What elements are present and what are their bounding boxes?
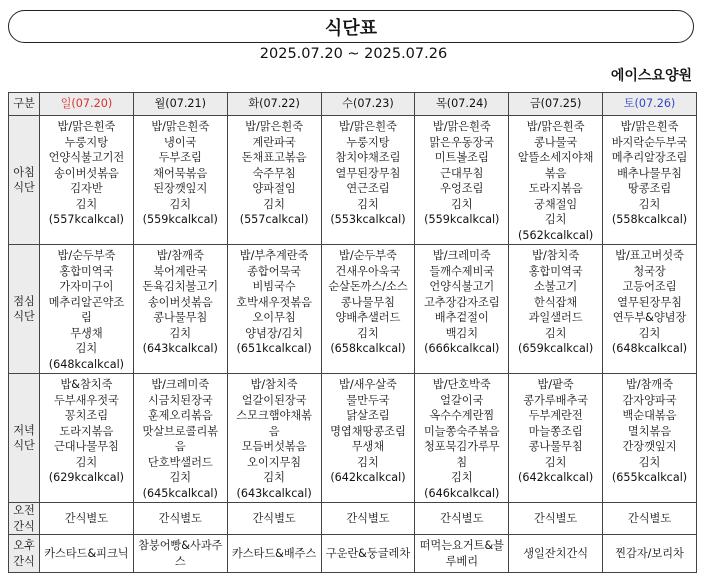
menu-item: 닭살조림 [346, 409, 390, 422]
menu-item: 생일잔치간식 [523, 546, 589, 560]
menu-item: 도라지볶음 [528, 182, 583, 195]
menu-cell [603, 116, 697, 245]
menu-item: 밥/참치죽 [250, 378, 298, 391]
menu-item: 두부새우젓국 [54, 393, 119, 407]
menu-item: (557kcalkcal) [48, 213, 125, 226]
table-header-row [9, 93, 697, 116]
menu-item: (643kcalkcal) [142, 342, 218, 355]
menu-item: 계란파국 [252, 135, 296, 149]
menu-item: (557calkcal) [239, 213, 309, 226]
menu-item: 언양식불고기전 [48, 151, 125, 164]
menu-item: 근대무침 [440, 166, 484, 180]
menu-item: 꽁치조림 [64, 409, 109, 422]
menu-item: 간식별도 [64, 511, 109, 525]
menu-item: 도라지볶음 [59, 424, 114, 438]
menu-cell [321, 245, 415, 374]
page-title [8, 10, 694, 43]
menu-item: (658kcalkcal) [330, 342, 406, 355]
menu-item: 떠먹는요거트&블 [419, 539, 504, 552]
menu-item: 연근조림 [346, 182, 390, 195]
menu-item: 맑은우동장국 [429, 135, 495, 149]
menu-item: 밥/순두부죽 [57, 249, 116, 262]
day-header-tue: 화(07.22) [227, 93, 321, 116]
menu-cell [40, 245, 134, 374]
menu-table [8, 92, 697, 573]
corner-header: 구분 [9, 93, 40, 116]
menu-item: 침 [456, 455, 468, 469]
afternoon-snack-row [9, 535, 697, 573]
row-label-line: 점심 [13, 294, 35, 308]
menu-item: 밥/맑은흰죽 [57, 120, 116, 133]
menu-cell [40, 535, 134, 573]
menu-item: 청국장 [633, 264, 666, 278]
menu-item: (643kcalkcal) [236, 486, 312, 500]
menu-item: 누룽지탕 [64, 135, 109, 149]
menu-item: (659kcalkcal) [518, 342, 594, 355]
menu-item: 참붕어빵&사과주 [138, 539, 223, 552]
menu-item: 김치 [450, 197, 473, 211]
menu-item: 김자반 [70, 182, 103, 195]
menu-item: 김치 [169, 197, 192, 211]
menu-item: 우엉조림 [440, 182, 484, 195]
menu-item: 마늘쫑조림 [528, 424, 583, 438]
menu-cell [415, 116, 509, 245]
menu-cell [133, 374, 227, 503]
menu-item: 밥/크레미죽 [432, 249, 491, 262]
menu-item: 송이버섯볶음 [54, 166, 119, 180]
facility-name: 에이스요양원 [610, 68, 692, 84]
menu-item: 무생채 [70, 326, 103, 340]
menu-cell [603, 503, 697, 535]
menu-item: 배추겉절이 [434, 311, 489, 324]
menu-item: 카스타드&피크닉 [44, 546, 129, 560]
row-label [9, 116, 40, 245]
menu-item: 땅콩조림 [627, 182, 672, 195]
menu-item: 시금치된장국 [147, 393, 213, 407]
menu-item: 간장깻잎지 [622, 440, 677, 453]
menu-item: 밥/맑은흰죽 [151, 120, 210, 133]
menu-item: (553kcalkcal) [330, 213, 406, 226]
menu-item: 밥/참깨죽 [626, 378, 674, 391]
menu-item: 한식잡채 [534, 295, 578, 309]
morning-snack-row [9, 503, 697, 535]
menu-item: 루베리 [445, 554, 478, 568]
menu-cell [133, 116, 227, 245]
menu-item: 가자미구이 [59, 280, 114, 293]
menu-item: (666kcalkcal) [424, 342, 500, 355]
menu-item: 밥/맑은흰죽 [245, 120, 304, 133]
menu-item: 호박새우젓볶음 [236, 295, 312, 309]
menu-cell [321, 374, 415, 503]
menu-item: 김치 [169, 326, 192, 340]
menu-item: 홍합미역국 [59, 264, 114, 278]
menu-item: 열무된장무침 [617, 295, 682, 309]
menu-item: 건새우아욱국 [335, 264, 401, 278]
menu-item: 청포묵김가루무 [423, 440, 500, 453]
menu-item: 스 [174, 554, 186, 568]
menu-item: 바지락순두부국 [611, 135, 688, 149]
menu-item: 김치 [544, 213, 567, 226]
day-header-sat: 토(07.26) [603, 93, 697, 116]
menu-item: 김치 [75, 455, 98, 469]
menu-cell [40, 374, 134, 503]
menu-item: 오이무침 [252, 311, 296, 324]
menu-item: 배추나물무침 [617, 166, 682, 180]
menu-item: 간식별도 [440, 511, 484, 525]
day-header-wed: 수(07.23) [321, 93, 415, 116]
menu-item: 양배추샐러드 [335, 311, 401, 324]
menu-item: 맛살브로콜리볶 [142, 424, 219, 438]
menu-item: 김치 [544, 455, 567, 469]
day-header-mon: 월(07.21) [133, 93, 227, 116]
menu-item: 간식별도 [346, 511, 390, 525]
menu-cell [227, 374, 321, 503]
breakfast-row [9, 116, 697, 245]
menu-item: 미늘쫑숙주볶음 [423, 424, 500, 438]
menu-item: 언양식불고기 [429, 280, 495, 293]
menu-item: 밥&참치죽 [60, 378, 113, 391]
menu-item: 밥/순두부죽 [339, 249, 397, 262]
menu-item: 밥/표고버섯죽 [615, 249, 684, 262]
menu-item: 얼갈이된장국 [241, 393, 307, 407]
menu-cell [321, 116, 415, 245]
menu-cell [227, 535, 321, 573]
menu-item: 채어묵볶음 [153, 166, 208, 180]
menu-item: (642kcalkcal) [330, 471, 406, 484]
menu-item: 김치 [75, 197, 98, 211]
menu-item: 북어계란국 [153, 264, 208, 278]
menu-item: 들깨수제비국 [429, 264, 495, 278]
menu-cell [133, 535, 227, 573]
menu-item: 알뜰소세지야채 [517, 151, 594, 164]
row-label [9, 535, 40, 573]
menu-item: 김치 [638, 455, 661, 469]
row-label-line: 아침 [13, 165, 35, 179]
menu-item: 김치 [544, 326, 567, 340]
menu-item: 밥/맑은흰죽 [339, 120, 397, 133]
menu-item: (648kcalkcal) [48, 357, 125, 371]
menu-item: 김치 [638, 197, 661, 211]
menu-item: 종합어묵국 [247, 264, 302, 278]
title-text: 식단표 [324, 17, 378, 39]
menu-item: 돈채표고볶음 [241, 151, 307, 164]
menu-item: 옥수수계란찜 [429, 409, 495, 422]
menu-cell [509, 245, 603, 374]
menu-item: 구운란&둥글레차 [325, 546, 411, 560]
day-header-fri: 금(07.25) [509, 93, 603, 116]
menu-item: 된장깻잎지 [153, 182, 208, 195]
menu-item: 콩나물국 [534, 135, 578, 149]
menu-item: (562kcalkcal) [518, 228, 594, 242]
menu-item: 순살돈까스/소스 [328, 280, 408, 293]
menu-cell [603, 535, 697, 573]
menu-item: 양념장/김치 [245, 326, 304, 340]
menu-item: 밥/부추계란죽 [239, 249, 309, 262]
menu-cell [227, 503, 321, 535]
menu-cell [509, 374, 603, 503]
menu-item: 김치 [357, 455, 379, 469]
menu-item: 궁채절임 [534, 197, 578, 211]
menu-item: 송이버섯볶음 [147, 295, 213, 309]
menu-item: 메추리알곤약조 [48, 295, 125, 309]
menu-item: 연두부&양념장 [612, 311, 687, 324]
menu-item: 김치 [263, 471, 285, 484]
row-label-line: 오전 [13, 504, 35, 517]
menu-item: (559kcalkcal) [142, 213, 218, 226]
menu-item: 두부조림 [158, 151, 202, 164]
menu-item: 모듬버섯볶음 [241, 440, 307, 453]
menu-item: 메추리알장조림 [611, 151, 688, 164]
menu-item: 물만두국 [346, 393, 390, 407]
menu-item: 김치 [169, 471, 192, 484]
menu-item: 밥/맑은흰죽 [620, 120, 679, 133]
menu-item: 콩나물무침 [153, 311, 208, 324]
menu-item: 김치 [450, 471, 473, 484]
menu-item: 홍합미역국 [528, 264, 583, 278]
menu-item: 콩나물무침 [528, 440, 583, 453]
menu-item: 음 [268, 424, 280, 438]
row-label-line: 저녁 [13, 423, 35, 437]
menu-cell [509, 503, 603, 535]
menu-item: 밥/크레미죽 [151, 378, 210, 391]
menu-item: (642kcalkcal) [518, 471, 594, 484]
menu-item: 비빔국수 [252, 280, 296, 293]
menu-cell [133, 503, 227, 535]
menu-item: 콩나물무침 [340, 295, 395, 309]
menu-cell [227, 116, 321, 245]
menu-cell [603, 374, 697, 503]
menu-item: 명엽채땅콩조림 [330, 424, 406, 438]
menu-cell [509, 535, 603, 573]
menu-item: 간식별도 [627, 511, 672, 525]
menu-item: 훈제오리볶음 [147, 409, 213, 422]
lunch-row [9, 245, 697, 374]
menu-item: 김치 [638, 326, 661, 340]
row-label-line: 식단 [13, 439, 35, 452]
row-label [9, 245, 40, 374]
menu-item: 숙주무침 [252, 166, 296, 180]
menu-item: 감자양파국 [622, 393, 677, 407]
menu-item: 미트볼조림 [434, 151, 489, 164]
menu-item: 밥/맑은흰죽 [526, 120, 585, 133]
menu-item: 오이지무침 [247, 455, 302, 469]
menu-item: 멸치볶음 [627, 424, 672, 438]
menu-item: 밥/맑은흰죽 [432, 120, 491, 133]
menu-item: 단호박샐러드 [147, 455, 213, 469]
day-header-thu: 목(07.24) [415, 93, 509, 116]
menu-item: 밥/참깨죽 [156, 249, 204, 262]
menu-cell [415, 503, 509, 535]
menu-item: 찐감자/보리차 [615, 546, 684, 560]
menu-item: 고추장감자조림 [423, 295, 500, 309]
menu-item: 고등어조림 [622, 280, 677, 293]
menu-cell [40, 503, 134, 535]
menu-item: 과일샐러드 [528, 311, 583, 324]
day-header-sun: 일(07.20) [40, 93, 134, 116]
row-label-line: 식단 [13, 310, 35, 323]
row-label-line: 오후 [13, 539, 35, 552]
menu-cell [133, 245, 227, 374]
menu-item: (645kcalkcal) [142, 486, 218, 500]
menu-cell [321, 535, 415, 573]
menu-item: 백김치 [445, 326, 478, 340]
menu-item: 밥/팥죽 [537, 378, 574, 391]
menu-item: 콩가루배추국 [523, 393, 589, 407]
menu-item: 김치 [75, 342, 98, 355]
row-label-line: 간식 [13, 519, 35, 533]
menu-item: 누룽지탕 [346, 135, 390, 149]
menu-item: 볶음 [544, 166, 567, 180]
menu-item: 밥/참치죽 [532, 249, 580, 262]
menu-item: 돈육김치불고기 [142, 280, 219, 293]
menu-item: 밥/새우살죽 [339, 378, 397, 391]
row-label-line: 식단 [13, 181, 35, 194]
menu-cell [509, 116, 603, 245]
menu-item: 얼갈이국 [440, 393, 484, 407]
menu-item: 카스타드&배주스 [231, 546, 317, 560]
menu-item: 림 [81, 311, 92, 324]
menu-item: 김치 [263, 197, 285, 211]
menu-cell [227, 245, 321, 374]
menu-item: (559kcalkcal) [424, 213, 500, 226]
menu-cell [321, 503, 415, 535]
menu-item: 김치 [357, 326, 379, 340]
menu-cell [415, 374, 509, 503]
menu-item: 소불고기 [534, 280, 578, 293]
menu-item: (651kcalkcal) [236, 342, 312, 355]
menu-cell [603, 245, 697, 374]
menu-item: (558kcalkcal) [611, 213, 688, 226]
menu-cell [415, 535, 509, 573]
menu-item: 참치야채조림 [335, 151, 401, 164]
row-label [9, 374, 40, 503]
menu-cell [40, 116, 134, 245]
menu-item: 김치 [357, 197, 379, 211]
menu-item: (629kcalkcal) [48, 471, 125, 484]
date-range: 2025.07.20 ~ 2025.07.26 [259, 46, 448, 62]
menu-item: 근대나물무침 [54, 440, 119, 453]
menu-cell [415, 245, 509, 374]
dinner-row [9, 374, 697, 503]
row-label [9, 503, 40, 535]
menu-item: 무생채 [351, 440, 385, 453]
row-label-line: 간식 [13, 554, 35, 568]
menu-item: 양파절임 [252, 182, 296, 195]
menu-item: (646kcalkcal) [424, 486, 500, 500]
menu-item: 밥/단호박죽 [432, 378, 491, 391]
menu-item: 열무된장무침 [335, 166, 401, 180]
menu-item: 간식별도 [252, 511, 296, 525]
menu-item: 간식별도 [158, 511, 202, 525]
menu-item: (648kcalkcal) [611, 342, 688, 355]
menu-item: 간식별도 [534, 511, 578, 525]
menu-item: 두부계란전 [528, 409, 583, 422]
menu-item: 백순대볶음 [622, 409, 677, 422]
menu-item: 음 [174, 440, 186, 453]
menu-item: 냉이국 [164, 135, 197, 149]
menu-item: 스모크햄야채볶 [236, 409, 312, 422]
menu-item: (655kcalkcal) [611, 471, 688, 484]
